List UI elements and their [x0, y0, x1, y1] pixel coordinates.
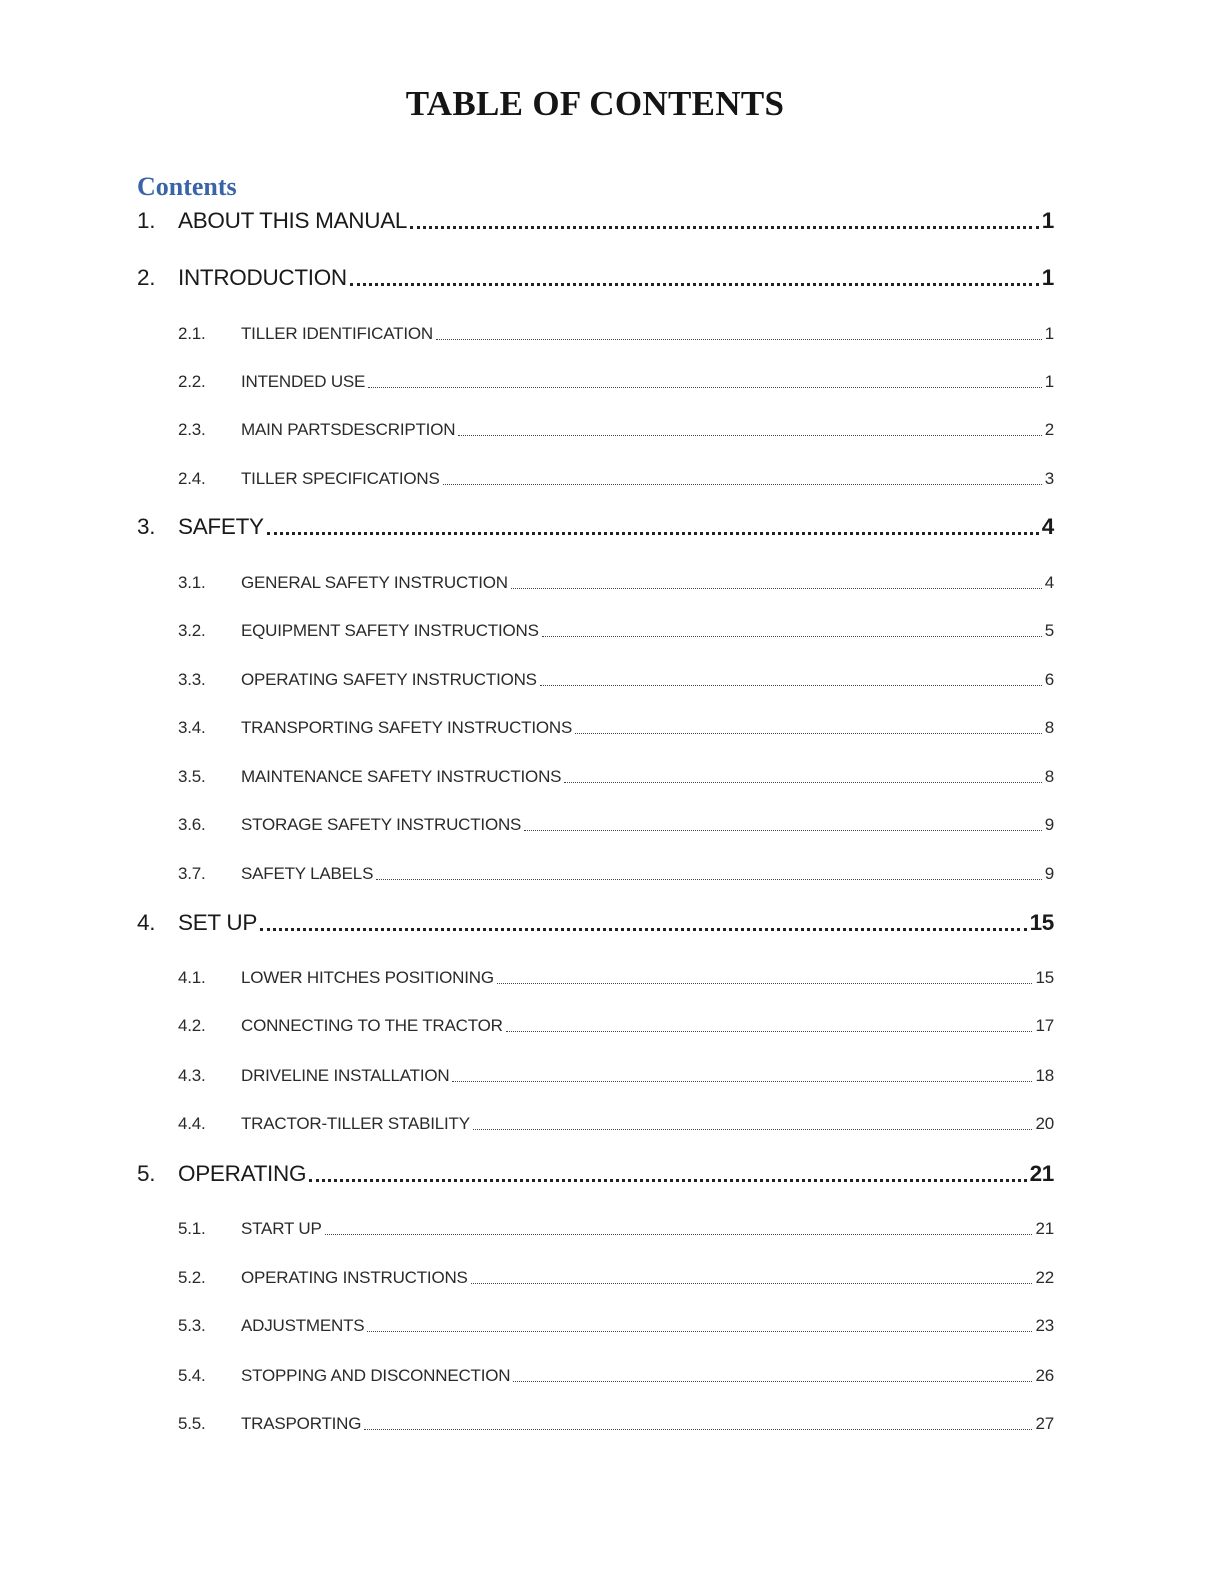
- toc-subsection-entry[interactable]: [137, 1219, 1054, 1239]
- toc-page-number: 26: [1035, 1366, 1054, 1385]
- dot-leader: [524, 829, 1042, 831]
- toc-entry-number: 2.3.: [178, 420, 206, 439]
- toc-entry-label: DRIVELINE INSTALLATION: [241, 1066, 450, 1085]
- toc-entry-number: 4.2.: [178, 1016, 206, 1035]
- toc-page-number: 5: [1044, 621, 1054, 640]
- toc-subsection-entry[interactable]: [137, 1366, 1054, 1386]
- toc-subsection-entry[interactable]: [137, 670, 1054, 690]
- toc-entry-number: 4.3.: [178, 1066, 206, 1085]
- toc-entry-number: 5.3.: [178, 1316, 206, 1335]
- toc-entry-number: 2.4.: [178, 469, 206, 488]
- dot-leader: [471, 1282, 1033, 1284]
- toc-entry-number: 5.2.: [178, 1268, 206, 1287]
- toc-entry-label: TRANSPORTING SAFETY INSTRUCTIONS: [241, 718, 573, 737]
- toc-entry-label: LOWER HITCHES POSITIONING: [241, 968, 494, 987]
- toc-entry-number: 3.7.: [178, 864, 206, 883]
- toc-section-entry[interactable]: [137, 910, 1054, 936]
- toc-entry-label: MAIN PARTSDESCRIPTION: [241, 420, 456, 439]
- toc-page-number: 18: [1035, 1066, 1054, 1085]
- toc-page-number: 8: [1044, 767, 1054, 786]
- toc-entry-label: ABOUT THIS MANUAL: [178, 208, 408, 233]
- dot-leader: [367, 1330, 1032, 1332]
- dot-leader: [564, 781, 1041, 783]
- toc-entry-number: 2.: [137, 265, 156, 290]
- toc-subsection-entry[interactable]: [137, 718, 1054, 738]
- toc-entry-number: 3.: [137, 514, 156, 539]
- toc-subsection-entry[interactable]: [137, 767, 1054, 787]
- toc-entry-label: ADJUSTMENTS: [241, 1316, 365, 1335]
- toc-entry-label: EQUIPMENT SAFETY INSTRUCTIONS: [241, 621, 539, 640]
- toc-subsection-entry[interactable]: [137, 469, 1054, 489]
- toc-page-number: 3: [1044, 469, 1054, 488]
- toc-subsection-entry[interactable]: [137, 1414, 1054, 1434]
- dot-leader: [267, 531, 1039, 535]
- dot-leader: [540, 684, 1042, 686]
- dot-leader: [436, 338, 1042, 340]
- toc-subsection-entry[interactable]: [137, 1268, 1054, 1288]
- toc-page-number: 4: [1044, 573, 1054, 592]
- toc-page-number: 1: [1041, 208, 1054, 233]
- toc-subsection-entry[interactable]: [137, 372, 1054, 392]
- toc-entry-number: 1.: [137, 208, 156, 233]
- toc-entry-label: TRASPORTING: [241, 1414, 362, 1433]
- toc-entry-number: 5.1.: [178, 1219, 206, 1238]
- dot-leader: [368, 386, 1042, 388]
- toc-entry-number: 3.6.: [178, 815, 206, 834]
- toc-entry-number: 3.5.: [178, 767, 206, 786]
- dot-leader: [350, 282, 1039, 286]
- toc-entry-number: 5.: [137, 1161, 156, 1186]
- toc-entry-label: SAFETY: [178, 514, 264, 539]
- toc-page-number: 1: [1044, 324, 1054, 343]
- toc-subsection-entry[interactable]: [137, 324, 1054, 344]
- toc-entry-number: 2.2.: [178, 372, 206, 391]
- dot-leader: [309, 1178, 1026, 1182]
- toc-page-number: 1: [1044, 372, 1054, 391]
- toc-entry-label: TRACTOR-TILLER STABILITY: [241, 1114, 470, 1133]
- toc-entry-label: OPERATING SAFETY INSTRUCTIONS: [241, 670, 537, 689]
- toc-page-number: 6: [1044, 670, 1054, 689]
- toc-page-number: 8: [1044, 718, 1054, 737]
- toc-entry-label: OPERATING: [178, 1161, 307, 1186]
- dot-leader: [458, 434, 1041, 436]
- dot-leader: [443, 483, 1042, 485]
- toc-entry-label: OPERATING INSTRUCTIONS: [241, 1268, 468, 1287]
- toc-page-number: 21: [1029, 1161, 1054, 1186]
- toc-page-number: 1: [1041, 265, 1054, 290]
- toc-entry-label: STORAGE SAFETY INSTRUCTIONS: [241, 815, 522, 834]
- toc-subsection-entry[interactable]: [137, 815, 1054, 835]
- toc-entry-label: SET UP: [178, 910, 258, 935]
- toc-section-entry[interactable]: [137, 514, 1054, 540]
- toc-page-number: 9: [1044, 815, 1054, 834]
- toc-page-number: 15: [1029, 910, 1054, 935]
- toc-entry-number: 4.4.: [178, 1114, 206, 1133]
- toc-entry-number: 4.1.: [178, 968, 206, 987]
- toc-subsection-entry[interactable]: [137, 1016, 1054, 1036]
- dot-leader: [513, 1380, 1032, 1382]
- toc-page-number: 27: [1035, 1414, 1054, 1433]
- dot-leader: [511, 587, 1042, 589]
- dot-leader: [410, 225, 1039, 229]
- toc-page-number: 2: [1044, 420, 1054, 439]
- dot-leader: [575, 732, 1042, 734]
- dot-leader: [452, 1080, 1032, 1082]
- dot-leader: [376, 878, 1042, 880]
- toc-subsection-entry[interactable]: [137, 573, 1054, 593]
- toc-entry-label: SAFETY LABELS: [241, 864, 374, 883]
- toc-entry-number: 3.1.: [178, 573, 206, 592]
- toc-entry-label: START UP: [241, 1219, 322, 1238]
- toc-section-entry[interactable]: [137, 265, 1054, 291]
- toc-entry-number: 4.: [137, 910, 156, 935]
- toc-entry-number: 3.2.: [178, 621, 206, 640]
- toc-entry-label: GENERAL SAFETY INSTRUCTION: [241, 573, 508, 592]
- toc-page-number: 9: [1044, 864, 1054, 883]
- dot-leader: [542, 635, 1042, 637]
- toc-subsection-entry[interactable]: [137, 968, 1054, 988]
- toc-page-number: 22: [1035, 1268, 1054, 1287]
- page-title: TABLE OF CONTENTS: [405, 84, 785, 123]
- toc-subsection-entry[interactable]: [137, 420, 1054, 440]
- toc-entry-number: 5.5.: [178, 1414, 206, 1433]
- toc-entry-label: CONNECTING TO THE TRACTOR: [241, 1016, 503, 1035]
- contents-heading: Contents: [137, 172, 237, 201]
- dot-leader: [364, 1428, 1032, 1430]
- toc-subsection-entry[interactable]: [137, 621, 1054, 641]
- dot-leader: [473, 1128, 1033, 1130]
- toc-subsection-entry[interactable]: [137, 1114, 1054, 1134]
- toc-entry-label: STOPPING AND DISCONNECTION: [241, 1366, 511, 1385]
- toc-entry-number: 2.1.: [178, 324, 206, 343]
- toc-page-number: 23: [1035, 1316, 1054, 1335]
- toc-page-number: 17: [1035, 1016, 1054, 1035]
- toc-entry-label: MAINTENANCE SAFETY INSTRUCTIONS: [241, 767, 562, 786]
- toc-entry-label: INTENDED USE: [241, 372, 366, 391]
- toc-section-entry[interactable]: [137, 1161, 1054, 1187]
- toc-page-number: 15: [1035, 968, 1054, 987]
- toc-entry-label: TILLER SPECIFICATIONS: [241, 469, 440, 488]
- toc-subsection-entry[interactable]: [137, 1316, 1054, 1336]
- dot-leader: [260, 927, 1027, 931]
- toc-entry-number: 5.4.: [178, 1366, 206, 1385]
- toc-entry-label: TILLER IDENTIFICATION: [241, 324, 433, 343]
- toc-entry-label: INTRODUCTION: [178, 265, 347, 290]
- toc-entry-number: 3.4.: [178, 718, 206, 737]
- dot-leader: [506, 1030, 1033, 1032]
- dot-leader: [497, 982, 1033, 984]
- toc-subsection-entry[interactable]: [137, 1066, 1054, 1086]
- toc-subsection-entry[interactable]: [137, 864, 1054, 884]
- toc-entry-number: 3.3.: [178, 670, 206, 689]
- toc-page-number: 4: [1041, 514, 1054, 539]
- toc-page-number: 20: [1035, 1114, 1054, 1133]
- toc-page-number: 21: [1035, 1219, 1054, 1238]
- toc-section-entry[interactable]: [137, 208, 1054, 234]
- dot-leader: [325, 1233, 1033, 1235]
